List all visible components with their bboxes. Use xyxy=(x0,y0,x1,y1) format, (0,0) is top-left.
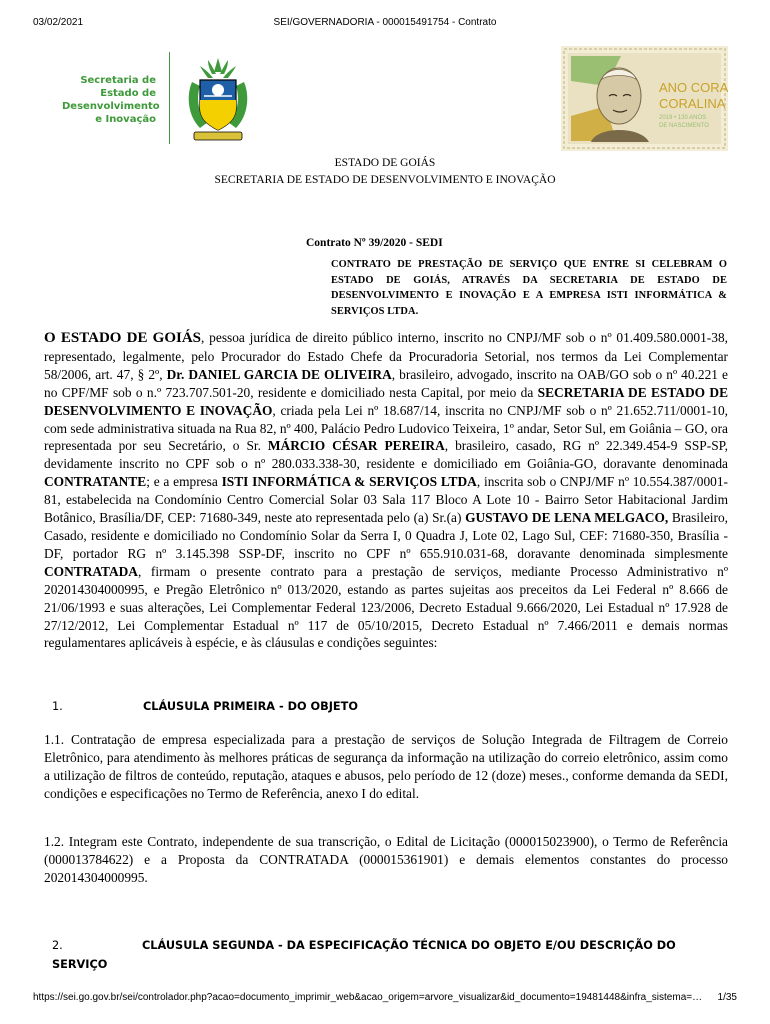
secretariat-logo xyxy=(62,52,262,147)
page-number: 1/35 xyxy=(717,992,737,1003)
clause2-title: CLÁUSULA SEGUNDA - DA ESPECIFICAÇÃO TÉCNICA DO OBJETO E/OU DESCRIÇÃO DO SERVIÇO xyxy=(52,939,676,971)
contract-summary: CONTRATO DE PRESTAÇÃO DE SERVIÇO QUE ENTRE SI CELEBRAM O ESTADO DE GOIÁS, ATRAVÉS DA SECRETARIA DE ESTADO DE DESENVOLVIMENTO E INOVAÇÃO E A EMPRESA ISTI INFORMÁTICA & SERVIÇOS LTDA. xyxy=(331,259,727,318)
cora-coralina-stamp xyxy=(561,46,728,151)
stamp-line2: CORALINA xyxy=(659,96,726,111)
state-heading: ESTADO DE GOIÁS xyxy=(334,157,436,169)
contract-number: Contrato Nº 39/2020 - SEDI xyxy=(306,237,443,249)
secretariat-heading: SECRETARIA DE ESTADO DE DESENVOLVIMENTO E INOVAÇÃO xyxy=(214,174,556,186)
preamble-paragraph: O ESTADO DE GOIÁS, pessoa jurídica de direito público interno, inscrito no CNPJ/MF sob o nº 01.409.580.0001-38, representado, legalmente, pelo Procurador do Estado Chefe da Procuradoria Setorial, nos termos da Lei Complementar 58/2006, art. 47, § 2º, Dr. DANIEL GARCIA DE OLIVEIRA, brasileiro, advogado, inscrito na OAB/GO sob o nº 40.221 e no CPF/MF sob o n.º 723.707.501-20, residente e domiciliado nesta Capital, por meio da SECRETARIA DE ESTADO DE DESENVOLVIMENTO E INOVAÇÃO, criada pela Lei nº 18.687/14, inscrita no CNPJ/MF sob o nº 21.652.711/0001-10, com sede administrativa situada na Rua 82, nº 400, Palácio Pedro Ludovico Teixeira, 1º andar, Setor Sul, em Goiânia – GO, ora representada por seu Secretário, o Sr. MÁRCIO CÉSAR PEREIRA, brasileiro, casado, RG nº 22.349.454-9 SSP-SP, devidamente inscrito no CPF sob o nº 280.033.338-30, residente e domiciliado em Goiânia-GO, doravante denominada CONTRATANTE; e a empresa ISTI INFORMÁTICA & SERVIÇOS LTDA, inscrita sob o CNPJ/MF nº 10.554.387/0001-81, estabelecida na Condomínio Centro Comercial Solar 03 Sala 117 Bloco A Lote 10 - Bairro Setor Habitacional Jardim Botânico, Brasília/DF, CEP: 71680-349, neste ato representada pelo (a) Sr.(a) GUSTAVO DE LENA MELGACO, Brasileiro, Casado, residente e domiciliado no Condomínio Solar da Serra I, 0 Quadra J, Lote 02, Lago Sul, CEF: 71680-350, Brasília - DF, portador RG nº 3.145.398 SSP-DF, inscrito no CPF nº 655.910.031-68, doravante denominada simplesmente CONTRATADA, firmam o presente contrato para a prestação de serviços, mediante Processo Administrativo nº 202014304000995, e Pregão Eletrônico nº 013/2020, estando as partes sujeitas aos preceitos da Lei Federal nº 8.666 de 21/06/1993 e suas alterações, Lei Complementar Federal 123/2006, Decreto Estadual 9.666/2020, Lei Estadual nº 17.928 de 27/12/2012, Lei Complementar Estadual nº 117 de 05/10/2015, Decreto Estadual nº 7.466/2011 e demais normas regulamentares aplicáveis à espécie, e às cláusulas e condições seguintes: xyxy=(44,330,729,651)
clause1-paragraph-2: 1.2. Integram este Contrato, independente de sua transcrição, o Edital de Licitação (000015023900), o Termo de Referência (000013784622) e a Proposta da CONTRATADA (000015361901) e demais elementos constantes do processo 202014304000995. xyxy=(44,834,728,885)
goias-coat-of-arms-icon xyxy=(178,52,258,147)
print-title: SEI/GOVERNADORIA - 000015491754 - Contrato xyxy=(273,17,497,28)
clause2-heading xyxy=(52,936,720,974)
clause2-number: 2. xyxy=(52,939,63,952)
clause1-number: 1. xyxy=(52,700,63,713)
stamp-line3: 2019 • 130 ANOS xyxy=(659,115,707,121)
stamp-line4: DE NASCIMENTO xyxy=(659,123,709,129)
print-date: 03/02/2021 xyxy=(33,17,84,28)
logo-text: Secretaria de Estado de Desenvolvimento e Inovação xyxy=(62,75,160,125)
logo-divider xyxy=(169,52,170,144)
clause1-title: CLÁUSULA PRIMEIRA - DO OBJETO xyxy=(143,700,358,713)
clause1-paragraph-1: 1.1. Contratação de empresa especializada para a prestação de serviços de Solução Integrada de Filtragem de Correio Eletrônico, para atendimento às melhores práticas de segurança da informação na utilização do correio eletrônico, assim como a utilização de filtros de conteúdo, reputação, ataques e abusos, pelo período de 12 (doze) meses., conforme demanda da SEDI, condições e especificações no Termo de Referência, anexo I do edital. xyxy=(44,732,728,801)
stamp-line1: ANO CORA xyxy=(659,80,728,95)
document-url: https://sei.go.gov.br/sei/controlador.php?acao=documento_imprimir_web&acao_origem=arvore_visualizar&id_documento=19481448&infra_sistema=… xyxy=(33,992,703,1003)
